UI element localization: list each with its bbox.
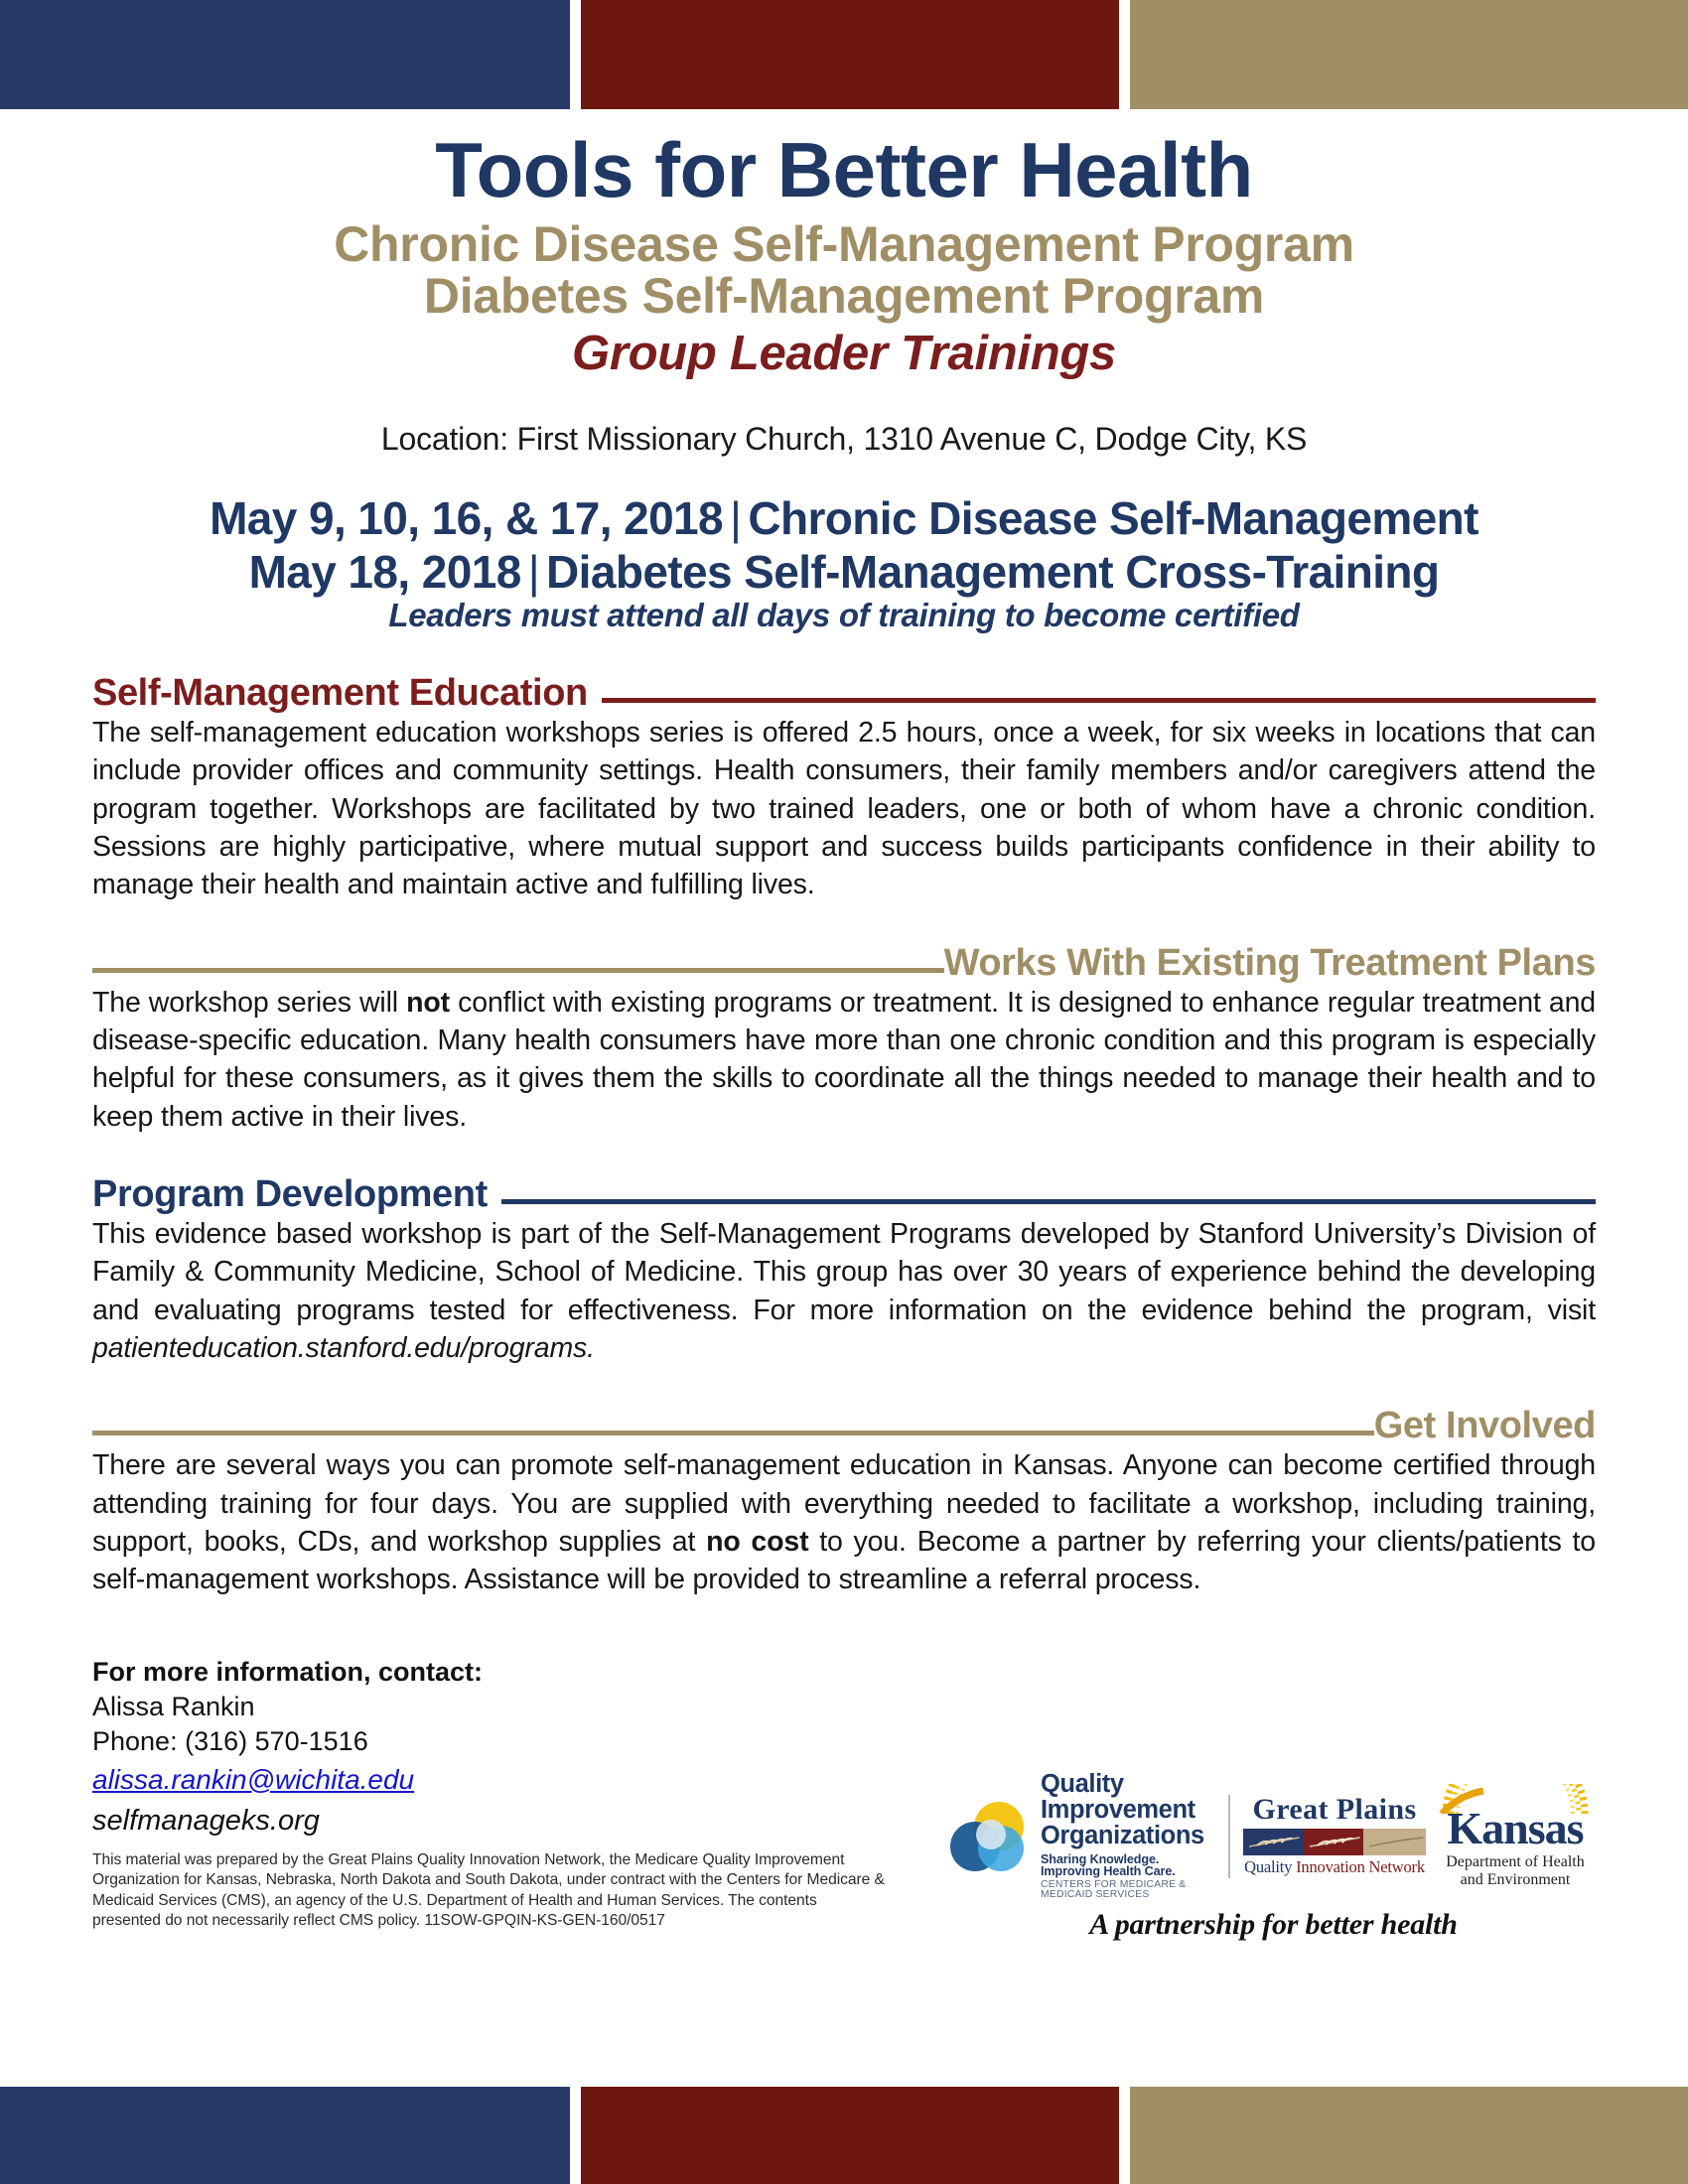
- section-self-management-education: [92, 674, 1596, 904]
- great-plains-wordmark: Great Plains: [1252, 1793, 1417, 1827]
- section-4-rule: [92, 1431, 1374, 1435]
- wheat-sheaf-icon-2: [1308, 1834, 1364, 1849]
- section-2-body-pre: The workshop series will: [92, 986, 407, 1019]
- great-plains-tagline: [1243, 1857, 1426, 1877]
- program-subtitle-1: Chronic Disease Self-Management Program: [334, 215, 1354, 272]
- partner-logo-band: [948, 1772, 1599, 1942]
- kansas-sunburst-icon: [1432, 1784, 1599, 1810]
- page-title: Tools for Better Health: [435, 126, 1253, 213]
- date-1-value: May 9, 10, 16, & 17, 2018: [210, 491, 724, 544]
- date-1-separator: |: [730, 491, 742, 544]
- contact-website[interactable]: selfmanageks.org: [92, 1805, 320, 1838]
- gp-tagline-word-1: Quality: [1244, 1857, 1293, 1877]
- section-2-rule: [92, 968, 944, 973]
- location-line: Location: First Missionary Church, 1310 Avenue C, Dodge City, KS: [380, 420, 1308, 457]
- gp-stripe-navy: [1243, 1829, 1304, 1855]
- section-program-development: [92, 1175, 1596, 1367]
- logo-row: [948, 1772, 1599, 1901]
- kansas-arc-svg: [1432, 1784, 1599, 1814]
- dates-block: [92, 491, 1596, 635]
- kansas-sub-line-2: and Environment: [1460, 1870, 1571, 1888]
- bottom-color-band: [0, 2087, 1688, 2184]
- section-works-with-existing-treatment-plans: [92, 941, 1597, 1136]
- contact-label: For more information, contact:: [92, 1656, 484, 1687]
- top-bar-tan: [1130, 0, 1688, 109]
- bottom-bar-tan: [1130, 2087, 1688, 2184]
- gp-stripe-maroon: [1304, 1829, 1364, 1855]
- section-2-body-emphasis: not: [406, 986, 450, 1019]
- great-plains-wheat-icon: [1243, 1829, 1426, 1855]
- top-bar-maroon: [581, 0, 1119, 109]
- qio-line-1: Quality Improvement: [1041, 1770, 1196, 1824]
- top-bar-navy: [0, 0, 570, 109]
- section-4-header: [92, 1405, 1596, 1447]
- section-2-body: [92, 984, 1596, 1136]
- gp-tagline-word-2: Innovation Network: [1296, 1857, 1425, 1877]
- qio-circle-pale: [976, 1820, 1006, 1849]
- date-1-label: Chronic Disease Self-Management: [748, 491, 1478, 544]
- logo-kansas-dhe: [1432, 1784, 1599, 1889]
- qio-circles-icon: [948, 1800, 1032, 1873]
- date-2-label: Diabetes Self-Management Cross-Training: [546, 545, 1440, 598]
- section-4-body: [92, 1446, 1596, 1598]
- kansas-wordmark: Kansas: [1447, 1802, 1584, 1853]
- contact-email-link[interactable]: alissa.rankin@wichita.edu: [92, 1763, 415, 1795]
- section-4-body-post: to you. Become a partner by referring your clients/patients to self-management workshops. Assistance will be provided to streamline a referral process.: [92, 1526, 1596, 1596]
- program-subtitle-2: Diabetes Self-Management Program: [423, 267, 1265, 324]
- section-get-involved: [92, 1407, 1596, 1598]
- qio-tagline: Sharing Knowledge. Improving Health Care.: [1041, 1851, 1176, 1879]
- top-bar-gap-2: [1119, 0, 1130, 109]
- bottom-bar-navy: [0, 2087, 570, 2184]
- qio-line-2: Organizations: [1041, 1822, 1204, 1849]
- section-1-rule: [602, 698, 1596, 703]
- section-3-rule: [501, 1199, 1596, 1204]
- date-2-value: May 18, 2018: [248, 545, 521, 598]
- stanford-program-url: patienteducation.stanford.edu/programs.: [92, 1332, 595, 1365]
- logo-great-plains: [1243, 1795, 1426, 1877]
- section-1-body: The self-management education workshops series is offered 2.5 hours, once a week, for six weeks in locations that can include provider offices and community settings. Health consumers, their family members and/or caregivers attend the program together. Workshops are facilitated by two trained leaders, one or both of whom have a chronic condition. Sessions are highly participative, where mutual support and success builds participants confidence in their ability to manage their health and maintain active and fulfilling lives.: [92, 717, 1596, 901]
- cms-disclaimer: This material was prepared by the Great Plains Quality Innovation Network, the Medicare Quality Improvement Organization for Kansas, Nebraska, North Dakota and South Dakota, under contract with the Centers for Medicare & Medicaid Services (CMS), an agency of the U.S. Department of Health and Human Services. The contents presented do not necessarily reflect CMS policy. 11SOW-GPQIN-KS-GEN-160/0517: [92, 1851, 885, 1929]
- date-line-2: [92, 545, 1596, 599]
- contact-phone: Phone: (316) 570-1516: [92, 1725, 368, 1756]
- top-bar-gap-1: [570, 0, 581, 109]
- bottom-bar-gap-1: [570, 2087, 581, 2184]
- section-3-header: [92, 1173, 1596, 1216]
- section-4-title: Get Involved: [1373, 1405, 1596, 1447]
- attendance-note: Leaders must attend all days of training to become certified: [388, 597, 1300, 634]
- kansas-department-lines: [1432, 1853, 1599, 1889]
- wheat-sheaf-icon-1: [1247, 1834, 1304, 1849]
- section-4-body-pre: There are several ways you can promote self-management education in Kansas. Anyone can become certified through attending training for four days. You are supplied with everything needed to facilitate a workshop, including training, support, books, CDs, and workshop supplies at: [92, 1449, 1596, 1558]
- section-1-header: [92, 672, 1596, 715]
- section-2-title: Works With Existing Treatment Plans: [943, 941, 1596, 984]
- date-2-separator: |: [527, 545, 540, 598]
- logo-quality-improvement-organizations: [948, 1772, 1214, 1901]
- partnership-tagline: A partnership for better health: [1089, 1907, 1458, 1941]
- gp-stripe-tan: [1363, 1829, 1426, 1855]
- qio-agency: CENTERS FOR MEDICARE & MEDICAID SERVICES: [1041, 1878, 1187, 1901]
- bottom-bar-gap-2: [1119, 2087, 1130, 2184]
- section-3-title: Program Development: [92, 1173, 488, 1216]
- section-3-body: [92, 1215, 1596, 1367]
- contact-name: Alissa Rankin: [92, 1691, 255, 1721]
- group-leader-trainings-title: Group Leader Trainings: [572, 326, 1116, 380]
- section-2-header: [92, 941, 1596, 984]
- wheat-sheaf-icon-3: [1367, 1834, 1426, 1849]
- section-1-title: Self-Management Education: [92, 672, 588, 715]
- qio-wordmark: [1041, 1772, 1214, 1901]
- section-2-body-post: conflict with existing programs or treatment. It is designed to enhance regular treatment and disease-specific education. Many health consumers have more than one chronic condition and this program is especially helpful for these consumers, as it gives them the skills to coordinate all the things needed to manage their health and to keep them active in their lives.: [92, 986, 1597, 1133]
- top-color-band: [0, 0, 1688, 109]
- title-block: [92, 126, 1596, 458]
- logo-divider: [1228, 1795, 1230, 1878]
- section-4-body-emphasis: no cost: [706, 1526, 809, 1558]
- section-3-body-pre: This evidence based workshop is part of the Self-Management Programs developed by Stanford University’s Division of Family & Community Medicine, School of Medicine. This group has over 30 years of experience behind the developing and evaluating programs tested for effectiveness. For more information on the evidence behind the program, visit: [92, 1218, 1596, 1326]
- kansas-sub-line-1: Department of Health: [1446, 1852, 1585, 1870]
- bottom-bar-maroon: [581, 2087, 1119, 2184]
- date-line-1: [92, 491, 1596, 545]
